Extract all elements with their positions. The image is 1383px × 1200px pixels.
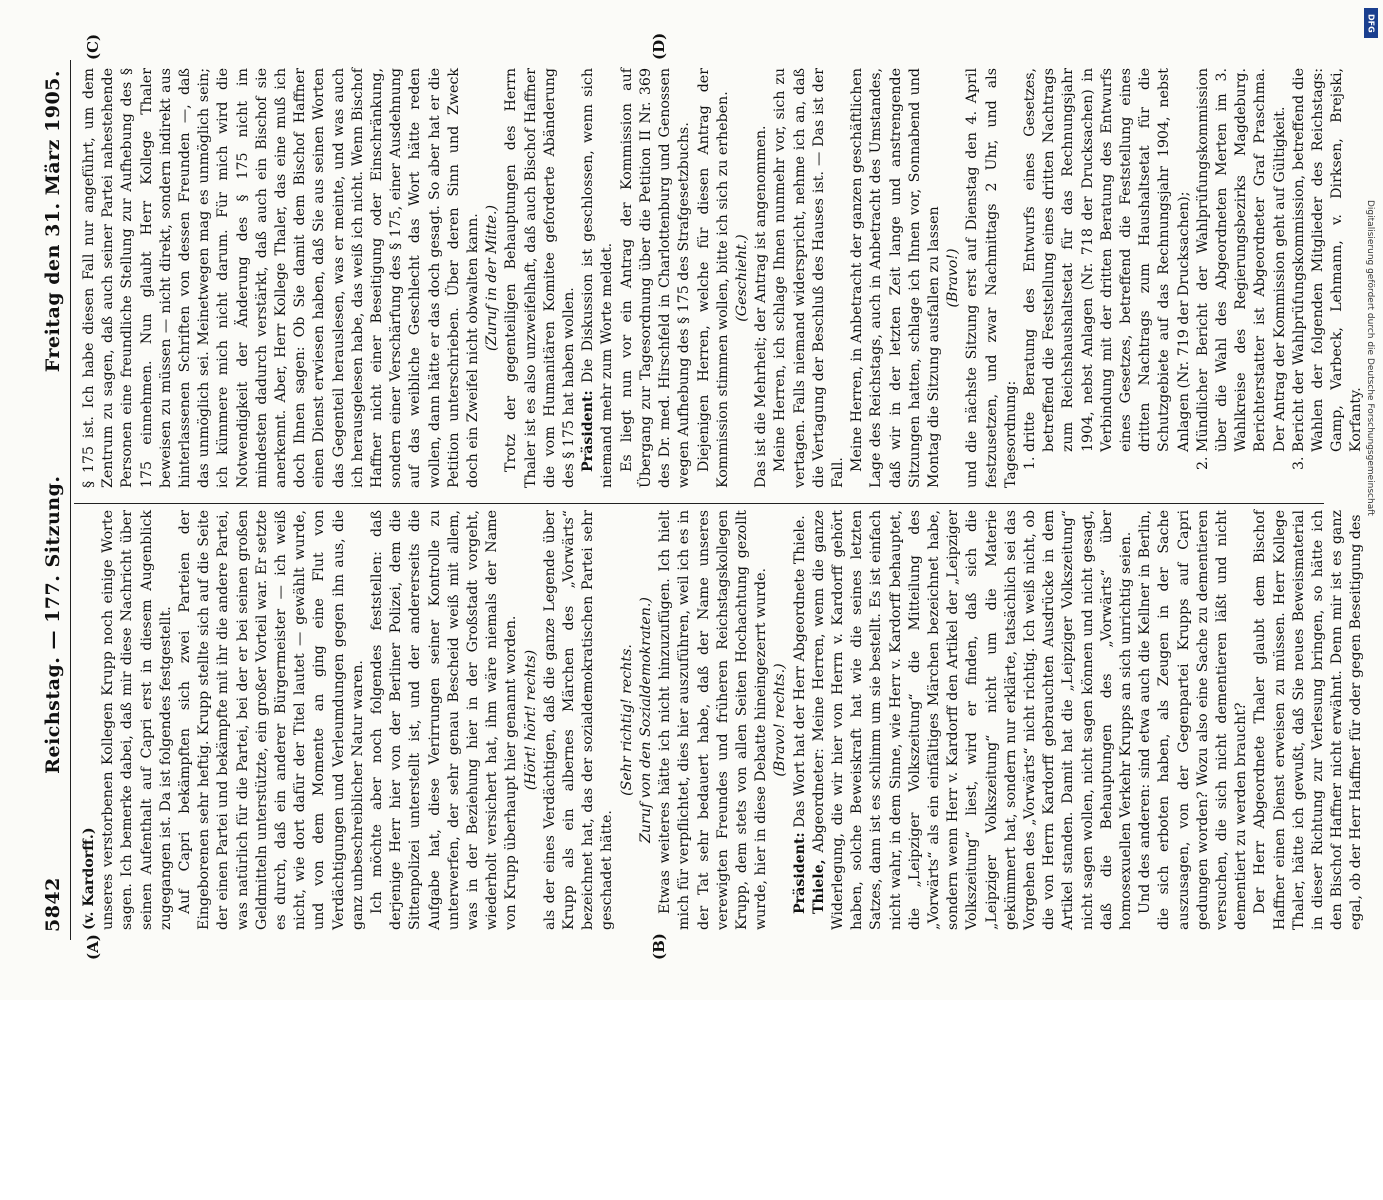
interjection: (Bravo!)	[945, 248, 962, 308]
speaker-label: Präsident:	[791, 832, 808, 914]
interjection: Zuruf von den Sozialdemokraten.)	[637, 597, 654, 843]
speaker-paragraph	[579, 68, 617, 488]
right-column	[80, 68, 1365, 488]
speaker-text: Die Diskussion ist geschlossen, wenn sich niemand mehr zum Worte meldet.	[580, 68, 616, 488]
agenda-item: 2. Mündlicher Bericht der Wahlprüfungskommission über die Wahl des Abgeordneten Merten im 3. Wahlkreise des Regierungsbezirks Magdeburg. Berichterstatter ist Abgeordneter Graf Praschma. Der Antrag der Kommission geht auf Gültigkeit.	[1194, 68, 1290, 452]
paragraph: Meine Herren, ich schlage Ihnen nunmehr vor, sich zu vertagen. Falls niemand widerspricht, nehme ich an, daß die Vertagung der Beschluß des Hauses ist. — Das ist der Fall.	[772, 68, 846, 488]
agenda-item: 1. dritte Beratung des Entwurfs eines Gesetzes, betreffend die Feststellung eines dritten Nachtrags zum Reichshaushaltsetat für das Rechnungsjahr 1904, nebst Anlagen (Nr. 718 der Drucksachen) in Verbindung mit der dritten Beratung des Entwurfs eines Gesetzes, betreffend die Feststellung eines dritten Nachtrags zum Haushaltsetat für die Schutzgebiete auf das Rechnungsjahr 1904, nebst Anlagen (Nr. 719 der Drucksachen);	[1021, 68, 1194, 452]
left-column	[80, 510, 1365, 930]
header-session-title: Reichstag. — 177. Sitzung.	[42, 475, 64, 774]
speaker-text: Abgeordneter: Meine Herren, wenn die ganze Widerlegung, die wir hier von Herrn v. Kardorff gehört haben, solche Beweiskraft hat wie die seines letzten Satzes, dann ist es schlimm um sie bestellt. Es ist einfach nicht wahr, in dem Sinne, wie Herr v. Kardorff behauptet, die „Leipziger Volkszeitung“ die Mitteilung des „Vorwärts“ als ein einfältiges Märchen bezeichnet habe, sondern wenn Herr v. Kardorff den Artikel der „Leipziger Volkszeitung“ liest, wird er finden, daß sich die „Leipziger Volkszeitung“ nicht um die Materie gekümmert hat, sondern nur erklärte, tatsächlich sei das Vorgehen des „Vorwärts“ nicht richtig. Ich weiß nicht, ob die von Herrn Kardorff gebrauchten Ausdrücke in dem Artikel standen. Damit hat die „Leipziger Volkszeitung“ nicht sagen wollen, nicht sagen können und nicht gesagt, daß die Behauptungen des „Vorwärts“ über homosexuellen Verkehr Krupps an sich unrichtig seien.	[810, 510, 1134, 930]
speaker-paragraph	[791, 510, 810, 930]
interjection: (Bravo! rechts.)	[772, 663, 789, 777]
agenda-item: 3. Bericht der Wahlprüfungskommission, betreffend die Wahlen der folgenden Mitglieder des Reichstags: Gamp, Varbeck, Lehmann, v. Dirksen, Brejski, Korfanty.	[1290, 68, 1367, 452]
paragraph: und die nächste Sitzung erst auf Dienstag den 4. April festzusetzen, und zwar Nachmittags 2 Uhr, und als Tagesordnung:	[964, 68, 1019, 488]
agenda-list	[1021, 68, 1367, 488]
paragraph: Das ist die Mehrheit; der Antrag ist angenommen.	[753, 125, 770, 488]
running-head: (v. Kardorff.)	[81, 827, 97, 930]
paragraph: § 175 ist. Ich habe diesen Fall nur angeführt, um dem Zentrum zu sagen, daß auch seiner Partei nahestehende Personen eine freundliche Stellung zur Aufhebung des § 175 einnehmen. Nun glaubt Herr Kollege Thaler beweisen zu müssen — nicht direkt, sondern indirekt aus hinterlassenen Schriften von dessen Freunden —, daß das unmöglich sei. Meinetwegen mag es unmöglich sein; ich kümmere mich nicht darum. Für mich wird die Notwendigkeit der Änderung des § 175 nicht im mindesten dadurch verstärkt, daß auch ein Bischof sie anerkennt. Aber, Herr Kollege Thaler, das eine muß ich doch Ihnen sagen: Ob Sie damit dem Bischof Haffner einen Dienst erwiesen haben, daß Sie aus seinen Worten das Gegenteil herauslesen, was er meinte, und was auch ich herausgelesen habe, das weiß ich nicht. Wenn Bischof Haffner nicht einer Beseitigung oder Einschränkung, sondern einer Verschärfung des § 175, einer Ausdehnung auf das weibliche Geschlecht das Wort hätte reden wollen, dann hätte er das doch gesagt. So aber hat er die Petition unterschrieben. Über deren Sinn und Zweck doch ein Zweifel nicht obwalten kann.	[81, 68, 482, 488]
header-date: Freitag den 31. März 1905.	[42, 70, 64, 373]
page-header	[40, 70, 66, 932]
interjection: (Geschieht.)	[733, 234, 750, 322]
interjection: (Sehr richtig! rechts.	[618, 644, 635, 796]
interjection: (Hört! hört! rechts)	[522, 649, 539, 791]
margin-marker-a: (A)	[84, 934, 102, 960]
column-divider	[74, 503, 1324, 504]
paragraph: Diejenigen Herren, welche für diesen Antrag der Kommission stimmen wollen, bitte ich sich zu erheben.	[695, 68, 731, 488]
paragraph: Es liegt nun vor ein Antrag der Kommission auf Übergang zur Tagesordnung über die Petition II Nr. 369 des Dr. med. Hirschfeld in Charlottenburg und Genossen wegen Aufhebung des § 175 des Strafgesetzbuchs.	[618, 68, 693, 488]
speaker-text: Das Wort hat der Herr Abgeordnete Thiele.	[791, 515, 808, 828]
speaker-label: Präsident:	[580, 390, 597, 472]
paragraph: Und des anderen: sind etwa auch die Kellner in Berlin, die sich erboten haben, als Zeugen in der Sache auszusagen, von der Gegenpartei Krupps auf Capri gedungen worden? Wozu also eine Sache zu dementieren versuchen, die sich nicht dementieren läßt und nicht dementiert zu werden braucht?	[1137, 510, 1250, 930]
paragraph: Auf Capri bekämpften sich zwei Parteien der Eingeborenen sehr heftig. Krupp stellte sich auf die Seite der einen Partei und bekämpfte mit ihr die andere Partei, was natürlich für die Partei, bei der er bei seinen großen Geldmitteln unterstützte, ein großer Vorteil war. Er setzte es durch, daß ein anderer Bürgermeister — ich weiß nicht, wie dort dafür der Titel lautet — gewählt wurde, und von dem Momente an ging eine Flut von Verdächtigungen und Verleumdungen gegen ihn aus, die ganz unbeschreiblicher Natur waren.	[177, 510, 366, 930]
paragraph: Der Herr Abgeordnete Thaler glaubt dem Bischof Haffner einen Dienst erweisen zu müssen. Herr Kollege Thaler, hätte ich gewußt, daß Sie neues Beweismaterial in dieser Richtung zur Verlesung bringen, so hätte ich den Bischof Haffner nicht erwähnt. Denn mir ist es ganz egal, ob der Herr Haffner für oder gegen Beseitigung des	[1252, 510, 1365, 930]
page-number: 5842	[42, 877, 64, 932]
margin-marker-b: (B)	[650, 933, 668, 960]
paragraph: als der eines Verdächtigen, daß die ganze Legende über Krupp als ein albernes Märchen des „Vorwärts“ bezeichnet hat, das der sozialdemokratischen Partei sehr geschadet hätte.	[541, 510, 616, 930]
margin-marker-d: (D)	[650, 32, 668, 60]
paragraph: Meine Herren, in Anbetracht der ganzen geschäftlichen Lage des Reichstags, auch in Anbetracht des Umstandes, daß wir in der letzten Zeit lange und anstrengende Sitzungen hatten, schlage ich Ihnen vor, Sonnabend und Montag die Sitzung ausfallen zu lassen	[849, 68, 942, 488]
speaker-paragraph	[810, 510, 1136, 930]
interjection: (Zuruf in der Mitte.)	[484, 204, 501, 352]
speaker-label: Thiele,	[810, 859, 827, 914]
digitization-note: Digitalisierung gefördert durch die Deutsche Forschungsgemeinschaft	[1365, 200, 1375, 516]
paragraph: Etwas weiteres hätte ich nicht hinzuzufügen. Ich hielt mich für verpflichtet, dies hier auszuführen, weil ich es in der Tat sehr bedauert habe, daß der Name unseres verewigten Freundes und früheren Reichstagskollegen Krupp, dem stets von allen Seiten Hochachtung gezollt wurde, hier in diese Debatte hineingezerrt wurde.	[657, 510, 770, 930]
paragraph: Ich möchte aber noch folgendes feststellen: daß derjenige Herr hier von der Berliner Polizei, dem die Sittenpolizei unterstellt ist, und der andererseits die Aufgabe hat, diese Verirrungen seiner Kontrolle zu unterwerfen, der sehr genau Bescheid weiß mit allem, was in der Beziehung hier in der Großstadt vorgeht, wiederholt versichert hat, ihm wäre niemals der Name von Krupp überhaupt hier genannt worden.	[369, 510, 520, 930]
header-rule	[70, 60, 71, 940]
margin-marker-c: (C)	[84, 33, 102, 60]
paragraph: Trotz der gegenteiligen Behauptungen des Herrn Thaler ist es also unzweifelhaft, daß auch Bischof Haffner die vom Humanitären Komitee geforderte Abänderung des § 175 hat haben wollen.	[503, 68, 578, 488]
dfg-logo: DFG	[1364, 8, 1378, 38]
paragraph: unseres verstorbenen Kollegen Krupp noch einige Worte sagen. Ich bemerke dabei, daß mir diese Nachricht über seinen Aufenthalt auf Capri erst in diesem Augenblick zugegangen ist. Da ist folgendes festgestellt.	[100, 510, 174, 930]
